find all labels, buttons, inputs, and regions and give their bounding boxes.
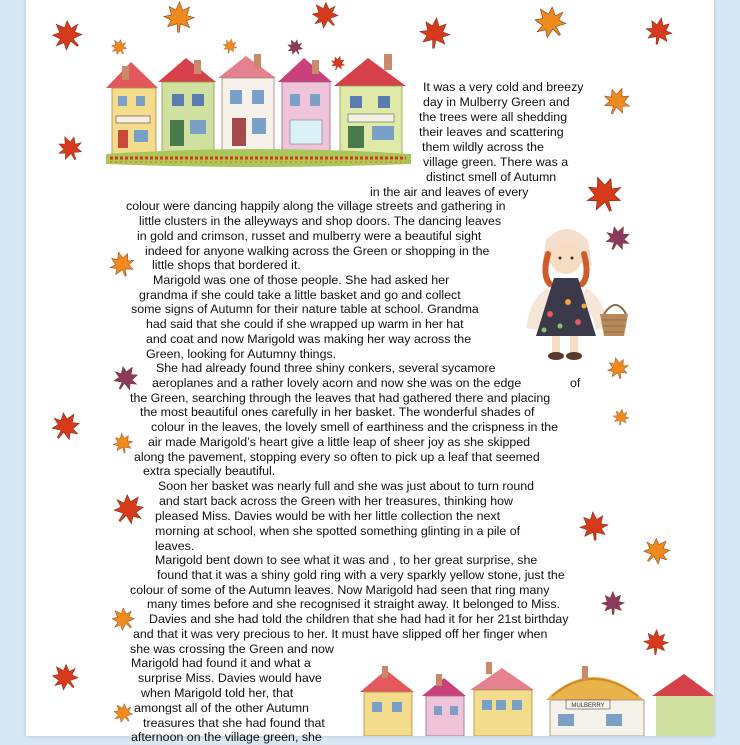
story-line: surprise Miss. Davies would have (138, 671, 322, 685)
story-line: Soon her basket was nearly full and she was just about to turn round (158, 479, 535, 493)
village-shops-illustration (356, 656, 714, 736)
story-line: extra specially beautiful. (143, 464, 276, 478)
shop-sign-text: MULBERRY (571, 703, 605, 709)
story-line: distinct smell of Autumn (426, 170, 557, 184)
story-line: She had already found three shiny conkers, several sycamore (156, 361, 496, 375)
story-line: village green. There was a (423, 155, 569, 169)
story-line: little shops that bordered it. (152, 258, 301, 272)
story-line: their leaves and scattering (419, 125, 564, 139)
story-line: the Green, searching through the leaves that had gathered there and placing (130, 391, 551, 405)
story-line: of (570, 376, 581, 390)
story-line: little clusters in the alleyways and shop doors. The dancing leaves (139, 214, 502, 228)
story-line: the most beautiful ones carefully in her basket. The wonderful shades of (140, 405, 535, 419)
story-line: treasures that she had found that (143, 716, 325, 730)
story-line: Marigold had found it and what a (131, 656, 311, 670)
story-line: It was a very cold and breezy (423, 80, 584, 94)
story-line: the trees were all shedding (419, 110, 568, 124)
story-line: colour in the leaves, the lovely smell of earthiness and the crispness in the (151, 420, 559, 434)
story-line: pleased Miss. Davies would be with her little collection the next (155, 509, 501, 523)
story-line: colour of some of the Autumn leaves. Now Marigold had seen that ring many (130, 583, 550, 597)
maple-leaf-icon (161, 0, 196, 35)
story-line: colour were dancing happily along the village streets and gathering in (126, 199, 506, 213)
story-line: grandma if she could take a little basket and go and collect (139, 288, 461, 302)
maple-leaf-icon (641, 627, 670, 656)
story-line: indeed for anyone walking across the Green or shopping in the (145, 244, 490, 258)
maple-leaf-icon (110, 430, 135, 455)
story-line: and coat and now Marigold was making her way across the (146, 332, 472, 346)
story-line: she was crossing the Green and now (130, 642, 334, 656)
story-line: when Marigold told her, that (141, 686, 294, 700)
story-line: afternoon on the village green, she (131, 730, 322, 744)
maple-leaf-icon (611, 407, 631, 427)
story-line: along the pavement, stopping every so often to pick up a leaf that seemed (134, 450, 540, 464)
story-line: them wildly across the (422, 140, 544, 154)
story-line: Green, looking for Autumny things. (146, 347, 337, 361)
village-houses-illustration (106, 52, 411, 170)
story-line: aeroplanes and a rather lovely acorn and now she was on the edge (152, 376, 522, 390)
story-line: Marigold was one of those people. She had asked her (153, 273, 450, 287)
story-line: found that it was a shiny gold ring with a very sparkly yellow stone, just the (157, 568, 565, 582)
story-line: day in Mulberry Green and (423, 95, 570, 109)
maple-leaf-icon (416, 14, 453, 51)
story-line: morning at school, when she spotted something glinting in a pile of (155, 524, 521, 538)
maple-leaf-icon (600, 590, 626, 616)
story-line: and that it was very precious to her. It must have slipped off her finger when (133, 627, 548, 641)
maple-leaf-icon (577, 509, 612, 544)
story-line: some signs of Autumn for their nature table at school. Grandma (131, 302, 479, 316)
story-line: in gold and crimson, russet and mulberry were a beautiful sight (137, 229, 482, 243)
maple-leaf-icon (642, 14, 677, 49)
story-line: and start back across the Green with her treasures, thinking how (159, 494, 513, 508)
story-line: in the air and leaves of every (370, 185, 529, 199)
story-line: amongst all of the other Autumn (134, 701, 309, 715)
story-line: many times before and she recognised it straight away. It belonged to Miss. (147, 597, 561, 611)
story-line: Marigold bent down to see what it was and , to her great surprise, she (155, 553, 538, 567)
story-line: had said that she could if she wrapped up warm in her hat (146, 317, 464, 331)
story-line: air made Marigold’s heart give a little leap of sheer joy as she skipped (148, 435, 531, 449)
story-line: leaves. (155, 539, 195, 553)
story-line: Davies and she had told the children that she had had it for her 21st birthday (149, 612, 569, 626)
